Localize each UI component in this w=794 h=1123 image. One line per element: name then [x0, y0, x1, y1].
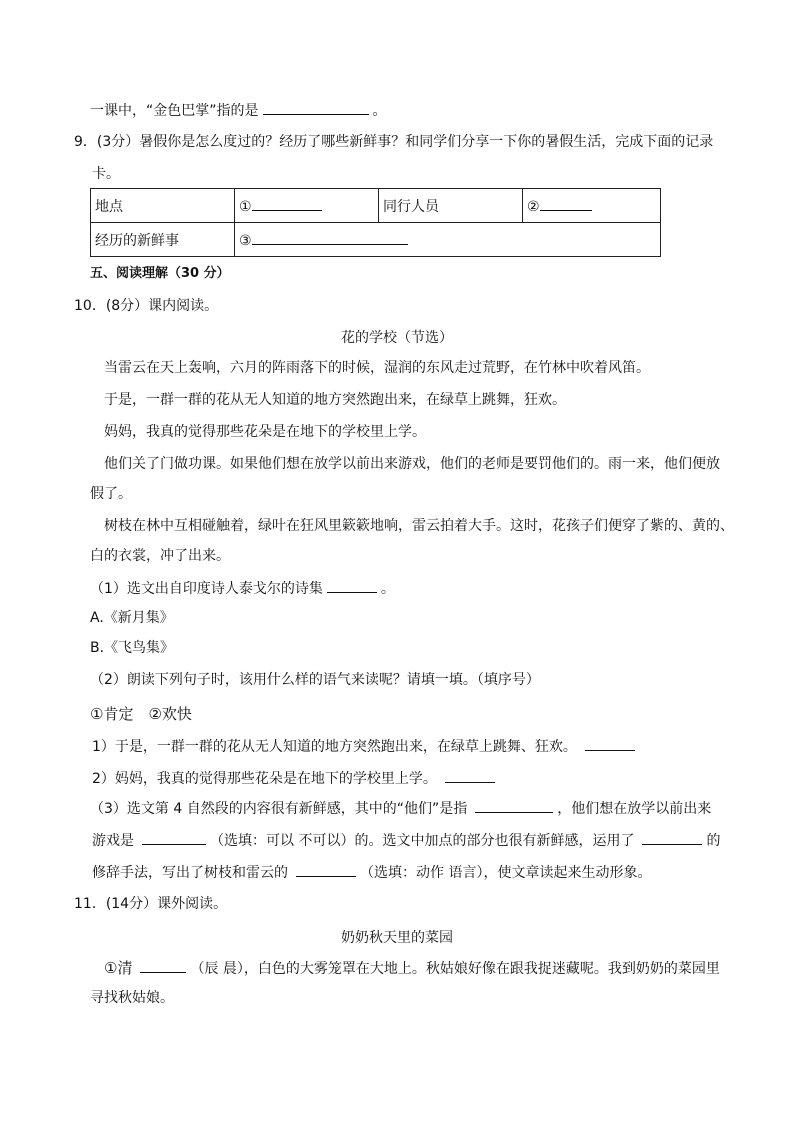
- q10-para-4a: 他们关了门做功课。如果他们想在放学以前出来游戏，他们的老师是要罚他们的。雨一来，他们便放: [104, 456, 720, 472]
- cell-experience-label: 经历的新鲜事: [91, 223, 235, 257]
- q10-sub1: [90, 578, 395, 599]
- q10-para-4b: 假了。: [90, 486, 132, 502]
- q10-tone-options: ①肯定 ②欢快: [90, 705, 192, 723]
- q10-sub3-text: （3）选文第 4 自然段的内容很有新鲜感，其中的“他们”是指: [90, 801, 468, 817]
- q11-para-1-text: （辰 晨），白色的大雾笼罩在大地上。秋姑娘好像在跟我捉迷藏呢。我到奶奶的菜园里: [190, 961, 720, 977]
- circle-2: ②: [527, 199, 540, 215]
- q10-sentence-1-text: 1）于是，一群一群的花从无人知道的地方突然跑出来，在绿草上跳舞、狂欢。: [92, 739, 577, 755]
- q10-sentence-1: [92, 736, 639, 757]
- q9-stem: 9．(3分）暑假你是怎么度过的？经历了哪些新鲜事？和同学们分享一下你的暑假生活，完成下面的记录: [74, 134, 714, 150]
- q10-para-3: 妈妈，我真的觉得那些花朵是在地下的学校里上学。: [104, 424, 426, 440]
- q11-passage-title: 奶奶秋天里的菜园: [341, 930, 453, 946]
- q10-sub1-end: 。: [380, 581, 395, 597]
- q10-para-1: 当雷云在天上轰响，六月的阵雨落下的时候，湿润的东风走过荒野，在竹林中吹着风笛。: [104, 360, 650, 376]
- cell-experience-answer[interactable]: [235, 223, 661, 257]
- answer-blank[interactable]: [142, 830, 206, 845]
- answer-blank[interactable]: [585, 736, 635, 751]
- answer-blank[interactable]: [263, 100, 369, 115]
- record-card-table: [90, 188, 661, 257]
- q10-sub3-text: 游戏是: [92, 833, 134, 849]
- q10-sub1-text: （1）选文出自印度诗人泰戈尔的诗集: [90, 581, 323, 597]
- cell-companions-label: 同行人员: [379, 189, 523, 223]
- q10-option-b[interactable]: B.《飞鸟集》: [90, 640, 175, 656]
- answer-blank[interactable]: [252, 230, 408, 245]
- q9-stem-cont: 卡。: [92, 166, 120, 182]
- q8-tail-end: 。: [372, 103, 387, 119]
- q10-stem: 10．(8分）课内阅读。: [74, 298, 219, 314]
- circle-3: ③: [239, 233, 252, 249]
- answer-blank[interactable]: [140, 958, 186, 973]
- q11-para-1a: [104, 958, 720, 979]
- answer-blank[interactable]: [327, 578, 377, 593]
- q10-option-a[interactable]: A.《新月集》: [90, 610, 174, 626]
- answer-blank[interactable]: [475, 798, 553, 813]
- q10-sub3-text: 的: [706, 833, 721, 849]
- q8-tail-line: [90, 100, 387, 121]
- q10-para-5b: 白的衣裳，冲了出来。: [90, 548, 230, 564]
- q10-sub3-text: ，他们想在放学以前出来: [557, 801, 712, 817]
- q10-sentence-2-text: 2）妈妈，我真的觉得那些花朵是在地下的学校里上学。: [92, 771, 437, 787]
- q10-sub3-text: 修辞手法，写出了树枝和雷云的: [92, 865, 288, 881]
- answer-blank[interactable]: [252, 196, 322, 211]
- q10-sub3-line-3: [92, 862, 651, 883]
- circle-1: ①: [239, 199, 252, 215]
- q11-para-1-text: ①清: [104, 959, 133, 977]
- q10-sub3-text: （选填：动作 语言），使文章读起来生动形象。: [360, 865, 652, 881]
- q11-stem: 11．(14分）课外阅读。: [74, 896, 228, 912]
- cell-location-answer[interactable]: [235, 189, 379, 223]
- answer-blank[interactable]: [540, 196, 592, 211]
- q8-tail-text: 一课中，“金色巴掌”指的是: [90, 103, 259, 119]
- answer-blank[interactable]: [445, 768, 495, 783]
- q11-para-1b: 寻找秋姑娘。: [90, 990, 174, 1006]
- section-5-heading: 五、阅读理解（30 分）: [90, 266, 230, 281]
- answer-blank[interactable]: [642, 830, 702, 845]
- q10-para-2: 于是，一群一群的花从无人知道的地方突然跑出来，在绿草上跳舞，狂欢。: [104, 392, 566, 408]
- q10-passage-title: 花的学校（节选）: [341, 330, 453, 346]
- q10-sub3-line-2: [92, 830, 720, 851]
- cell-location-label: 地点: [91, 189, 235, 223]
- q10-sub3-text: （选填：可以 不可以）的。选文中加点的部分也很有新鲜感，运用了: [210, 833, 635, 849]
- cell-companions-answer[interactable]: [523, 189, 661, 223]
- q10-sentence-2: [92, 768, 499, 789]
- answer-blank[interactable]: [296, 862, 356, 877]
- q10-sub3-line-1: [90, 798, 711, 819]
- q10-para-5a: 树枝在林中互相碰触着，绿叶在狂风里簌簌地响，雷云拍着大手。这时，花孩子们便穿了紫的、黄的、: [104, 518, 734, 534]
- q10-sub2: （2）朗读下列句子时，该用什么样的语气来读呢？请填一填。（填序号）: [90, 672, 540, 688]
